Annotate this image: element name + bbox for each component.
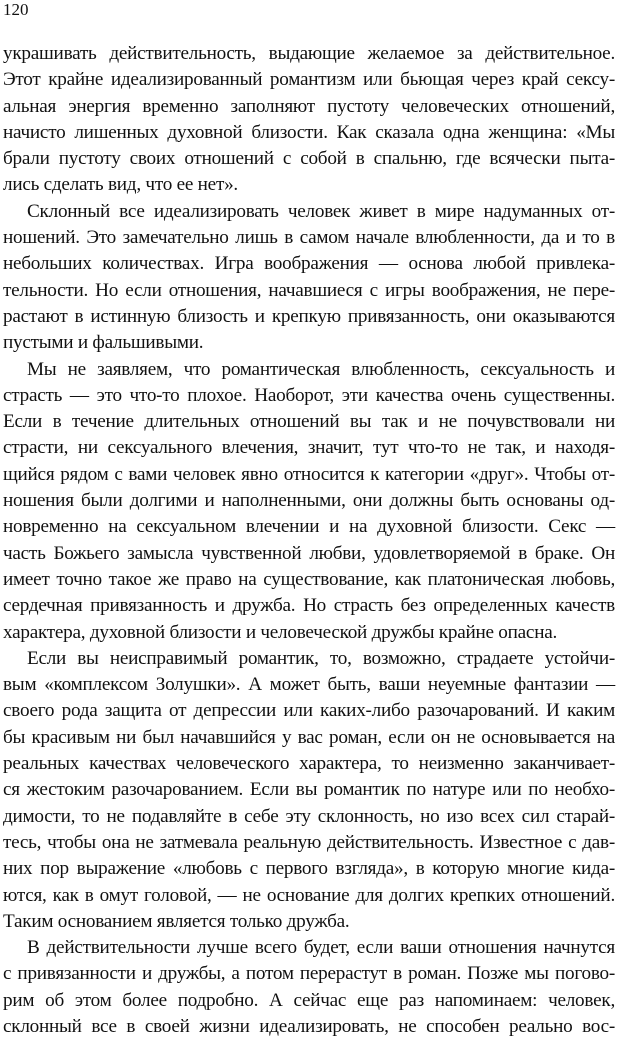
text-line: альная энергия временно заполняют пустоту человеческих отношений, bbox=[3, 95, 615, 117]
text-line: Таким основанием является только дружба. bbox=[3, 910, 350, 932]
text-line: реальных качествах человеческого характера, то неизменно заканчивает- bbox=[3, 753, 615, 775]
text-line: вым «комплексом Золушки». А может быть, ваши неуемные фантазии — bbox=[3, 674, 615, 696]
body-text bbox=[3, 41, 615, 1040]
text-line: часть Божьего замысла чувственной любви, удовлетворяемой в браке. Он bbox=[3, 542, 615, 564]
text-line: страсть — это что-то плохое. Наоборот, эти качества очень существенны. bbox=[3, 384, 615, 406]
page-number: 120 bbox=[3, 0, 29, 19]
text-line: них пор выражение «любовь с первого взгляда», в которую многие кида- bbox=[3, 858, 615, 880]
text-line: ются, как в омут головой, — не основание для долгих крепких отношений. bbox=[3, 884, 615, 906]
text-line: склонный все в своей жизни идеализировать, не способен реально вос- bbox=[3, 1015, 615, 1037]
text-line: пустыми и фальшивыми. bbox=[3, 332, 204, 354]
text-line: характера, духовной близости и человеческой дружбы крайне опасна. bbox=[3, 621, 558, 643]
text-line: растают в истинную близость и крепкую привязанность, они оказываются bbox=[3, 305, 615, 327]
text-line: ношений. Это замечательно лишь в самом начале влюбленности, да и то в bbox=[3, 227, 615, 249]
text-line: бы красивым ни был начавшийся у вас роман, если он не основывается на bbox=[3, 726, 615, 748]
text-line: Если в течение длительных отношений вы так и не почувствовали ни bbox=[3, 411, 615, 433]
text-line: начисто лишенных духовной близости. Как сказала одна женщина: «Мы bbox=[3, 121, 615, 143]
text-line: с привязанности и дружбы, а потом перерастут в роман. Позже мы погово- bbox=[3, 963, 615, 985]
text-line: Этот крайне идеализированный романтизм или бьющая через край сексу- bbox=[3, 69, 615, 91]
text-line: сердечная привязанность и дружба. Но страсть без определенных качеств bbox=[3, 595, 615, 617]
text-line: своего рода защита от депрессии или каких-либо разочарований. И каким bbox=[3, 700, 615, 722]
text-line: небольших количествах. Игра воображения — основа любой привлека- bbox=[3, 253, 615, 275]
text-line: лись сделать вид, что ее нет». bbox=[3, 174, 238, 196]
text-line: Мы не заявляем, что романтическая влюбленность, сексуальность и bbox=[27, 358, 615, 380]
text-line: В действительности лучше всего будет, если ваши отношения начнутся bbox=[27, 937, 615, 959]
text-line: страсти, ни сексуального влечения, значит, тут что-то не так, и находя- bbox=[3, 437, 615, 459]
text-line: щийся рядом с вами человек явно относится к категории «друг». Чтобы от- bbox=[3, 463, 615, 485]
text-line: новременно на сексуальном влечении и на духовной близости. Секс — bbox=[3, 516, 615, 538]
text-line: тесь, чтобы она не затмевала реальную действительность. Известное с дав- bbox=[3, 831, 615, 853]
text-line: димости, то не подавляйте в себе эту склонность, но изо всех сил старай- bbox=[3, 805, 615, 827]
text-line: брали пустоту своих отношений с собой в спальню, где всячески пыта- bbox=[3, 148, 615, 170]
text-line: Склонный все идеализировать человек живет в мире надуманных от- bbox=[27, 200, 615, 222]
text-line: ношения были долгими и наполненными, они должны быть основаны од- bbox=[3, 490, 615, 512]
text-line: Если вы неисправимый романтик, то, возможно, страдаете устойчи- bbox=[27, 647, 615, 669]
text-line: украшивать действительность, выдающие желаемое за действительное. bbox=[3, 43, 615, 64]
text-line: рим об этом более подробно. А сейчас еще раз напоминаем: человек, bbox=[3, 989, 615, 1011]
text-line: ся жестоким разочарованием. Если вы романтик по натуре или по необхо- bbox=[3, 779, 615, 801]
text-line: имеет точно такое же право на существование, как платоническая любовь, bbox=[3, 568, 615, 590]
text-line: тельности. Но если отношения, начавшиеся с игры воображения, не пере- bbox=[3, 279, 615, 301]
